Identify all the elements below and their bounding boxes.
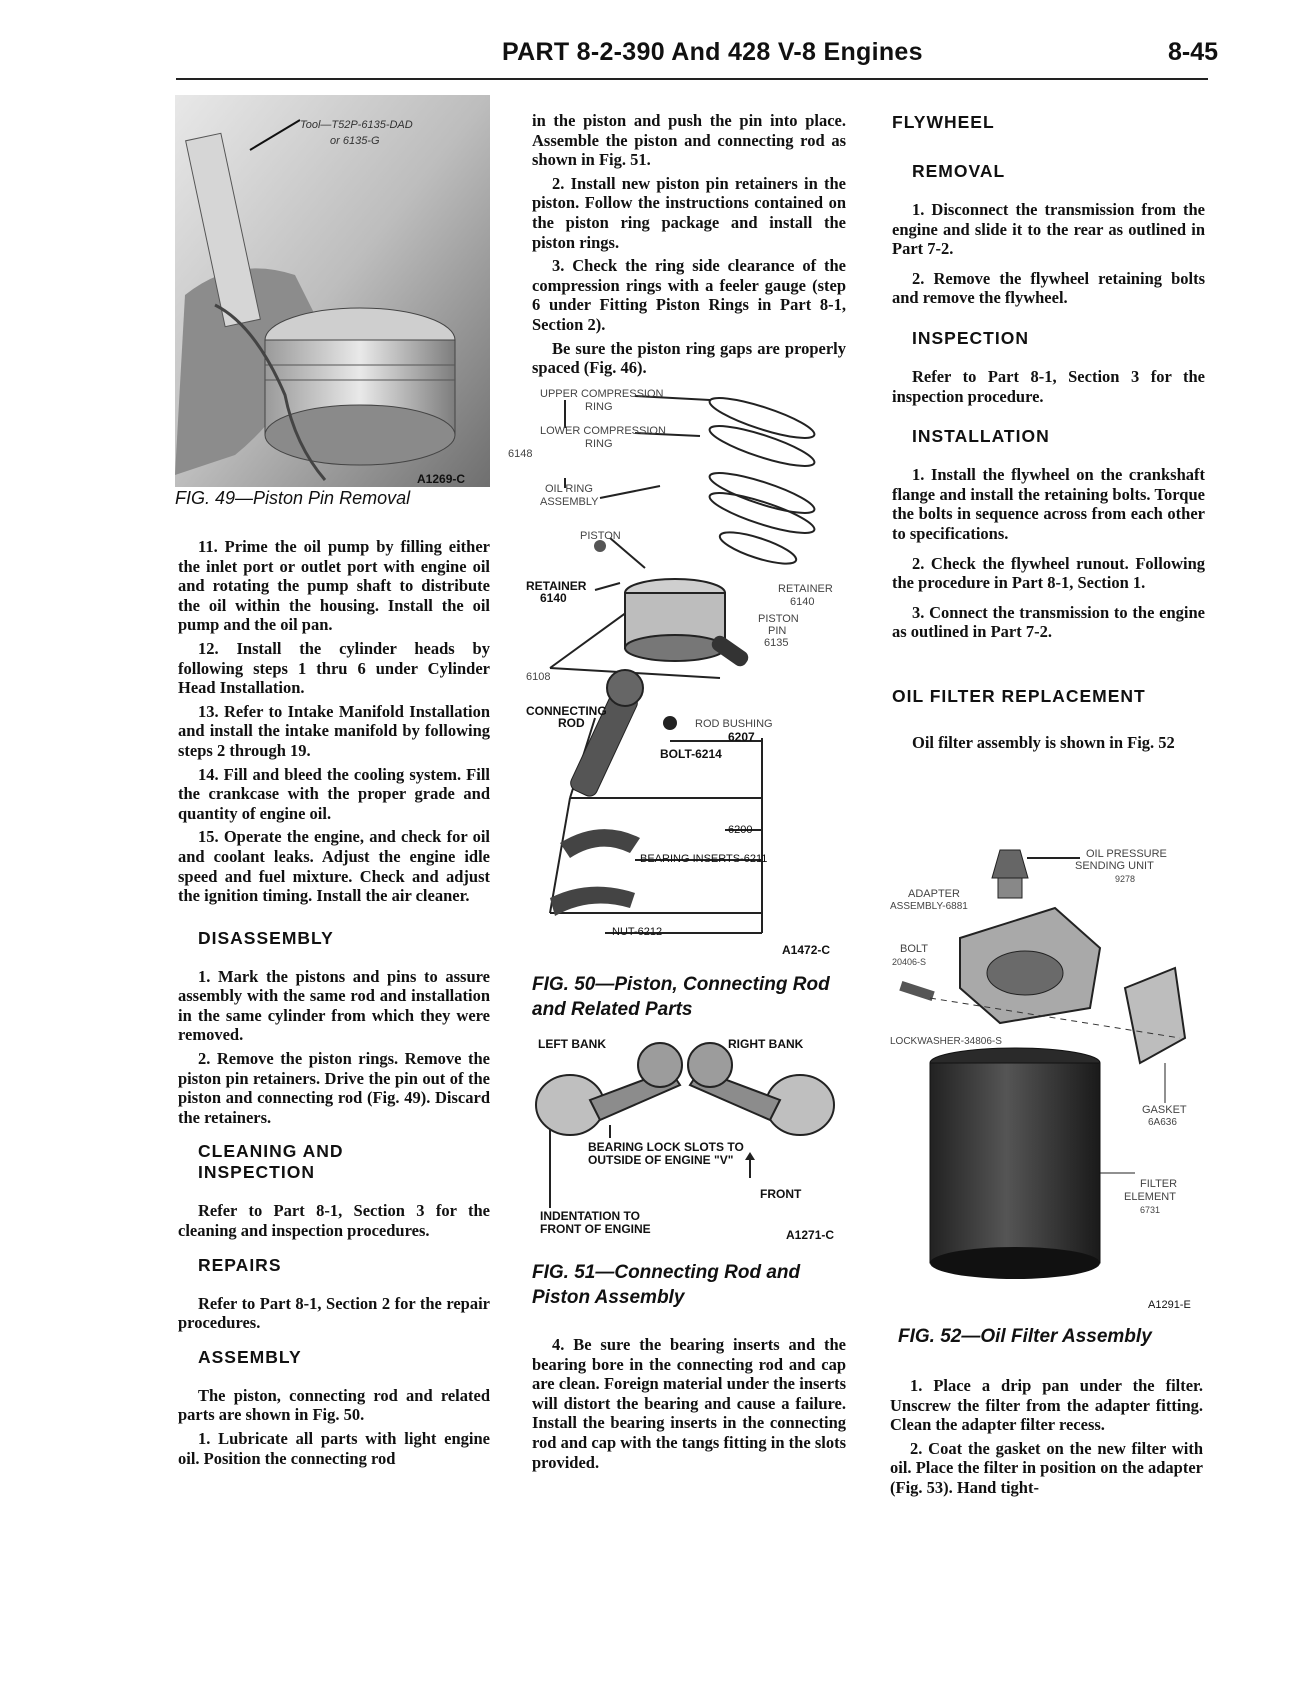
- label-bolt-num: 20406-S: [892, 957, 927, 967]
- label-element: ELEMENT: [1124, 1191, 1176, 1203]
- figure-52: [890, 838, 1210, 1318]
- label-retainer-right-num: 6140: [790, 596, 815, 608]
- label-rod-bushing-num: 6207: [728, 730, 755, 744]
- figure-51-caption-line-2: Piston Assembly: [532, 1287, 685, 1308]
- inspection-heading: INSPECTION: [912, 327, 1029, 348]
- page-title: PART 8-2-390 And 428 V-8 Engines: [502, 38, 923, 66]
- column-2-top: [532, 111, 846, 382]
- header-rule: [176, 78, 1208, 80]
- label-piston-pin-2: PIN: [768, 625, 787, 637]
- label-piston: PISTON: [580, 530, 621, 542]
- figure-code: A1271-C: [786, 1228, 835, 1242]
- inspection-heading: INSPECTION: [198, 1162, 315, 1183]
- label-indentation-2: FRONT OF ENGINE: [540, 1222, 651, 1236]
- cleaning-heading: CLEANING AND: [198, 1141, 344, 1162]
- label-gasket-num: 6A636: [1148, 1117, 1177, 1128]
- label-retainer-left-num: 6140: [540, 591, 567, 605]
- disassembly-heading: DISASSEMBLY: [198, 927, 334, 948]
- figure-code: A1269-C: [417, 472, 466, 486]
- label-lower-compression: LOWER COMPRESSION: [540, 425, 666, 437]
- continued-text: in the piston and push the pin into place. Assemble the piston and connecting rod as shown in Fig. 51.: [532, 111, 846, 170]
- figure-50-caption: [532, 972, 830, 1022]
- label-lower-ring: RING: [585, 438, 613, 450]
- installation-step-2: 2. Check the flywheel runout. Following the procedure in Part 8-1, Section 1.: [892, 553, 1205, 593]
- assembly-step-4: 4. Be sure the bearing inserts and the bearing bore in the connecting rod and cap are clean. Foreign material under the inserts will distort the bearing and cause a failure. Install the bearing inserts in the connecting rod and cap with the tangs fitting in the slots provided.: [532, 1335, 846, 1472]
- figure-51-caption: [532, 1260, 800, 1310]
- tool-label: Tool—T52P-6135-DAD: [300, 119, 413, 131]
- step-15: 15. Operate the engine, and check for oil and coolant leaks. Adjust the engine idle speed and fuel mixture. Check and adjust the ignition timing. Install the air cleaner.: [178, 827, 490, 906]
- installation-step-1: 1. Install the flywheel on the crankshaft flange and install the retaining bolts. Torque the bolts in sequence across from each other to specifications.: [892, 465, 1205, 543]
- label-gasket: GASKET: [1142, 1104, 1187, 1116]
- figure-code: A1291-E: [1148, 1299, 1191, 1311]
- figure-50-caption-line-2: and Related Parts: [532, 999, 693, 1020]
- page-header: [0, 0, 1314, 82]
- repairs-heading: REPAIRS: [198, 1254, 282, 1275]
- oil-filter-heading: OIL FILTER REPLACEMENT: [892, 685, 1146, 706]
- oil-filter-text: Oil filter assembly is shown in Fig. 52: [912, 732, 1175, 752]
- column-3: [892, 98, 1205, 757]
- label-bolt: BOLT-6214: [660, 747, 722, 761]
- label-lock-slots-2: OUTSIDE OF ENGINE "V": [588, 1153, 734, 1167]
- label-6108: 6108: [526, 671, 551, 683]
- label-upper-ring: RING: [585, 401, 613, 413]
- installation-heading: INSTALLATION: [912, 426, 1050, 447]
- label-filter: FILTER: [1140, 1178, 1178, 1190]
- figure-51-caption-line-1: FIG. 51—Connecting Rod and: [532, 1262, 801, 1283]
- replace-step-2: 2. Coat the gasket on the new filter with oil. Place the filter in position on the adapter (Fig. 53). Hand tight-: [890, 1438, 1203, 1497]
- page-number: 8-45: [1168, 38, 1219, 66]
- step-13: 13. Refer to Intake Manifold Installation and install the intake manifold by following steps 2 through 19.: [178, 701, 490, 760]
- disassembly-step-2: 2. Remove the piston rings. Remove the piston pin retainers. Drive the pin out of the piston and connecting rod (Fig. 49). Discard the retainers.: [178, 1049, 490, 1127]
- column-2-bottom: [532, 1335, 846, 1476]
- piston-rod-exploded-diagram: [530, 388, 850, 958]
- removal-step-2: 2. Remove the flywheel retaining bolts and remove the flywheel.: [892, 268, 1205, 308]
- label-indentation-1: INDENTATION TO: [540, 1209, 640, 1223]
- label-lockwasher: LOCKWASHER-34806-S: [890, 1036, 1002, 1047]
- cleaning-text: Refer to Part 8-1, Section 3 for the cleaning and inspection procedures.: [178, 1201, 490, 1241]
- step-11: 11. Prime the oil pump by filling either the inlet port or outlet port with engine oil and rotating the pump shaft to distribute the oil within the housing. Install the oil pump and the oil pan.: [178, 537, 490, 635]
- ring-gap-note: Be sure the piston ring gaps are properly spaced (Fig. 46).: [532, 338, 846, 378]
- installation-step-3: 3. Connect the transmission to the engine as outlined in Part 7-2.: [892, 602, 1205, 642]
- label-6200: 6200: [728, 824, 753, 836]
- label-element-num: 6731: [1140, 1205, 1161, 1215]
- label-right-bank: RIGHT BANK: [728, 1037, 804, 1051]
- label-adapter: ADAPTER: [908, 888, 960, 900]
- assembly-heading: ASSEMBLY: [198, 1346, 302, 1367]
- repairs-text: Refer to Part 8-1, Section 2 for the repair procedures.: [178, 1293, 490, 1333]
- label-oil-pressure: OIL PRESSURE: [1086, 848, 1167, 860]
- tool-label-alt: or 6135-G: [330, 135, 380, 147]
- label-bearing-inserts: BEARING INSERTS-6211: [640, 853, 768, 865]
- label-piston-pin-num: 6135: [764, 637, 789, 649]
- label-connecting-rod-2: ROD: [558, 716, 585, 730]
- label-left-bank: LEFT BANK: [538, 1037, 606, 1051]
- step-12: 12. Install the cylinder heads by following steps 1 thru 6 under Cylinder Head Installation.: [178, 638, 490, 698]
- figure-52-caption: FIG. 52—Oil Filter Assembly: [898, 1326, 1152, 1347]
- column-3-bottom: [890, 1376, 1203, 1502]
- label-front: FRONT: [760, 1187, 802, 1201]
- column-1: [178, 537, 490, 1472]
- figure-50-caption-line-1: FIG. 50—Piston, Connecting Rod: [532, 974, 830, 995]
- figure-code: A1472-C: [782, 943, 831, 957]
- label-retainer-left: RETAINER: [526, 579, 587, 593]
- disassembly-step-1: 1. Mark the pistons and pins to assure assembly with the same rod and installation in the same cylinder from which they were removed.: [178, 966, 490, 1045]
- figure-49-caption: FIG. 49—Piston Pin Removal: [175, 488, 411, 508]
- label-oil-ring: OIL RING: [545, 483, 593, 495]
- figure-51: [530, 1030, 850, 1245]
- piston-pin-removal-photo: [175, 95, 490, 490]
- label-retainer-right: RETAINER: [778, 583, 833, 595]
- label-sending-unit: SENDING UNIT: [1075, 860, 1154, 872]
- label-lock-slots-1: BEARING LOCK SLOTS TO: [588, 1140, 744, 1154]
- replace-step-1: 1. Place a drip pan under the filter. Unscrew the filter from the adapter fitting. Clean the adapter filter recess.: [890, 1376, 1203, 1435]
- figure-49: [175, 95, 490, 490]
- label-upper-compression: UPPER COMPRESSION: [540, 388, 664, 400]
- label-rod-bushing: ROD BUSHING: [695, 718, 773, 730]
- removal-step-1: 1. Disconnect the transmission from the engine and slide it to the rear as outlined in Part 7-2.: [892, 200, 1205, 259]
- label-oil-ring-assembly: ASSEMBLY: [540, 496, 599, 508]
- label-sending-unit-num: 9278: [1115, 874, 1136, 884]
- step-14: 14. Fill and bleed the cooling system. Fill the crankcase with the proper grade and quantity of engine oil.: [178, 764, 490, 823]
- inspection-text: Refer to Part 8-1, Section 3 for the inspection procedure.: [892, 366, 1205, 406]
- label-bolt: BOLT: [900, 943, 928, 955]
- label-6148: 6148: [508, 448, 533, 460]
- assembly-text: The piston, connecting rod and related parts are shown in Fig. 50.: [178, 1385, 490, 1425]
- assembly-step-1: 1. Lubricate all parts with light engine oil. Position the connecting rod: [178, 1429, 490, 1468]
- label-piston-pin: PISTON: [758, 613, 799, 625]
- removal-heading: REMOVAL: [912, 161, 1006, 181]
- figure-50: [508, 388, 850, 958]
- flywheel-heading: FLYWHEEL: [892, 112, 995, 132]
- assembly-step-3: 3. Check the ring side clearance of the compression rings with a feeler gauge (step 6 under Fitting Piston Rings in Part 8-1, Section 2).: [532, 256, 846, 334]
- assembly-step-2: 2. Install new piston pin retainers in the piston. Follow the instructions contained on the piston ring package and install the piston rings.: [532, 173, 846, 252]
- label-connecting-rod: CONNECTING: [526, 704, 607, 718]
- label-adapter-assembly: ASSEMBLY-6881: [890, 901, 968, 912]
- label-nut: NUT-6212: [612, 926, 663, 938]
